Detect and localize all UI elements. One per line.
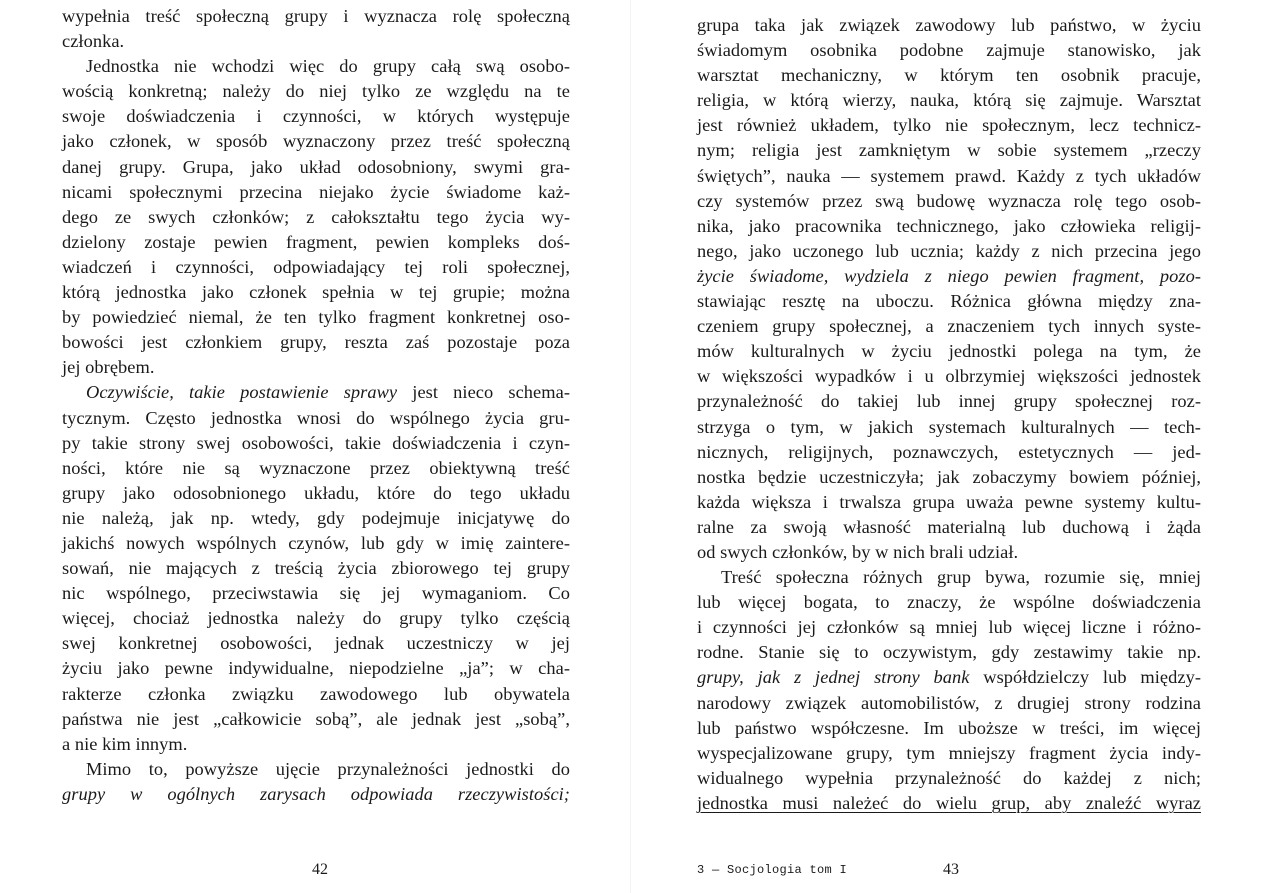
page-number-left: 42 (312, 861, 328, 878)
right-page-text (697, 13, 1201, 816)
left-page (0, 0, 631, 893)
text-line: nie należą, jak np. wtedy, gdy podejmuje inicjatywę do (62, 507, 570, 528)
text-line: grupy jako odosobnionego układu, które do tego układu (62, 482, 570, 503)
text-line: Oczywiście, takie postawienie sprawy jest nieco schema- (86, 382, 570, 403)
text-line: dego ze swych członków; z całokształtu tego życia wy- (62, 206, 570, 227)
text-line: widualnego wypełnia przynależność do każdej z nich; (697, 767, 1201, 788)
text-line: jakichś nowych wspólnych czynów, lub gdy w imię zaintere- (62, 532, 570, 553)
text-line: tycznym. Często jednostka wnosi do wspólnego życia gru- (62, 407, 570, 428)
text-line: życie świadome, wydziela z niego pewien fragment, pozo- (697, 265, 1201, 286)
text-line: przynależność do takiej lub innej grupy społecznej roz- (697, 391, 1201, 412)
text-line: dzielony zostaje pewien fragment, pewien kompleks doś- (62, 231, 570, 252)
text-line: nicznych, religijnych, poznawczych, estetycznych — jed- (697, 441, 1201, 462)
text-line: Treść społeczna różnych grup bywa, rozumie się, mniej (721, 567, 1201, 588)
text-line: danej grupy. Grupa, jako układ odosobniony, swymi gra- (62, 156, 570, 177)
text-line: wością konkretną; należy do niej tylko ze względu na te (62, 81, 570, 102)
text-line: którą jednostka jako członek spełnia w tej grupie; można (62, 282, 570, 303)
text-line: swoje doświadczenia i czynności, w których występuje (62, 106, 570, 127)
text-line: religia, w którą wierzy, nauka, którą się zajmuje. Warsztat (697, 90, 1201, 111)
text-line: jednostka musi należeć do wielu grup, aby znaleźć wyraz (697, 792, 1201, 813)
text-line: mów kulturalnych w życiu jednostki polega na tym, że (697, 341, 1201, 362)
text-line: wiadczeń i czynności, odpowiadający tej roli społecznej, (62, 256, 570, 277)
text-line: a nie kim innym. (62, 733, 188, 754)
text-line: od swych członków, by w nich brali udział. (697, 541, 1019, 562)
text-line: bowości jest członkiem grupy, reszta zaś pozostaje poza (62, 332, 570, 353)
text-line: i czynności jej członków są mniej lub więcej liczne i różno- (697, 617, 1201, 638)
text-line: nym; religia jest zamkniętym w sobie systemem „rzeczy (697, 140, 1201, 161)
text-line: grupa taka jak związek zawodowy lub państwo, w życiu (697, 15, 1201, 35)
text-line: rakterze członka związku zawodowego lub obywatela (62, 683, 570, 704)
text-line: by powiedzieć niemal, że ten tylko fragment konkretnej oso- (62, 307, 570, 328)
text-line: swej konkretnej osobowości, jednak uczestniczy w jej (62, 633, 570, 654)
text-line: świadomym osobnika podobne zajmuje stanowisko, jak (697, 40, 1201, 61)
text-line: rodne. Stanie się to oczywistym, gdy zestawimy takie np. (697, 642, 1201, 663)
text-line: więcej, chociaż jednostka należy do grupy tylko częścią (62, 608, 570, 629)
text-line: lub więcej bogata, to znaczy, że wspólne doświadczenia (697, 592, 1201, 613)
text-line: lub państwo współczesne. Im uboższe w treści, im więcej (697, 717, 1201, 738)
text-line: czy systemów przez swą budowę wyznacza rolę tego osob- (697, 190, 1201, 211)
text-line: stawiając resztę na uboczu. Różnica główna między zna- (697, 291, 1201, 312)
text-line: grupy, jak z jednej strony bank współdzielczy lub między- (697, 667, 1201, 688)
text-line: nic wspólnego, przeciwstawia się jej wymaganiom. Co (62, 583, 570, 604)
text-line: strzyga o tym, w jakich systemach kulturalnych — tech- (697, 416, 1201, 437)
text-line: nostka będzie uczestniczyła; jak zobaczymy bowiem później, (697, 466, 1201, 487)
text-line: sowań, nie mających z treścią życia zbiorowego tej grupy (62, 558, 570, 579)
text-line: warsztat mechaniczny, w którym ten osobnik pracuje, (697, 65, 1201, 86)
text-line: nika, jako pracownika technicznego, jako człowieka religij- (697, 215, 1201, 236)
right-page (631, 0, 1263, 893)
text-line: grupy w ogólnych zarysach odpowiada rzeczywistości; (62, 783, 570, 804)
text-line: nego, jako uczonego lub ucznia; każdy z nich przecina jego (697, 240, 1201, 261)
text-line: czeniem grupy społecznej, a znaczeniem tych innych syste- (697, 316, 1201, 337)
text-line: każda większa i trwalsza grupa uważa pewne systemy kultu- (697, 491, 1201, 512)
text-line: Jednostka nie wchodzi więc do grupy całą swą osobo- (86, 56, 570, 77)
signature-footer-note: 3 — Socjologia tom I (697, 863, 848, 877)
text-line: państwa nie jest „całkowicie sobą”, ale jednak jest „sobą”, (62, 708, 570, 729)
text-line: narodowy związek automobilistów, z drugiej strony rodzina (697, 692, 1201, 713)
left-page-text (62, 4, 570, 807)
text-line: członka. (62, 31, 125, 52)
text-line: nicami społecznymi przecina niejako życie świadome każ- (62, 181, 570, 202)
text-line: jako członek, w sposób wyznaczony przez treść społeczną (62, 131, 570, 152)
text-line: py takie strony swej osobowości, takie doświadczenia i czyn- (62, 432, 570, 453)
text-line: wypełnia treść społeczną grupy i wyznacza rolę społeczną (62, 6, 570, 26)
text-line: Mimo to, powyższe ujęcie przynależności jednostki do (86, 758, 570, 779)
text-line: świętych”, nauka — systemem prawd. Każdy z tych układów (697, 165, 1201, 186)
text-line: życiu jako pewne indywidualne, niepodzielne „ja”; w cha- (62, 658, 570, 679)
text-line: wyspecjalizowane grupy, tym mniejszy fragment życia indy- (697, 742, 1201, 763)
text-line: jest również układem, tylko nie społecznym, lecz technicz- (697, 115, 1201, 136)
text-line: ralne za swoją własność materialną lub duchową i żąda (697, 516, 1201, 537)
text-line: w większości wypadków i u olbrzymiej większości jednostek (697, 366, 1201, 387)
text-line: jej obrębem. (62, 357, 155, 378)
page-number-right: 43 (943, 861, 959, 878)
text-line: ności, które nie są wyznaczone przez obiektywną treść (62, 457, 570, 478)
